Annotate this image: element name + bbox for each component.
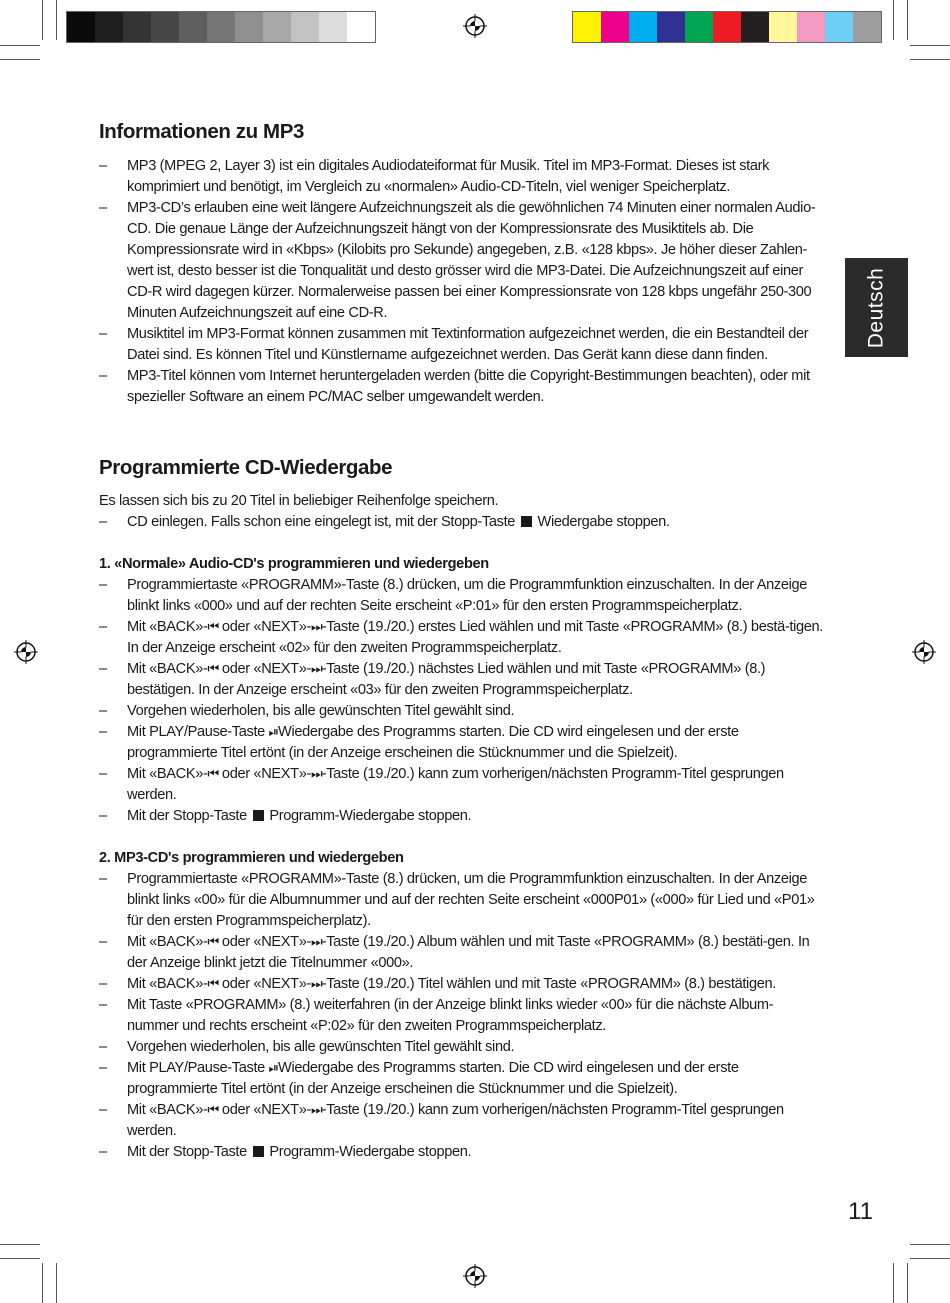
list-item: – MP3-Titel können vom Internet heruntergeladen werden (bitte die Copyright-Bestimmungen beachten), oder mit spezieller Software an einem PC/MAC selber umgewandelt werden. <box>99 366 824 408</box>
section-title-mp3-info: Informationen zu MP3 <box>99 120 304 143</box>
next-track-icon: ⏭ <box>311 1103 322 1118</box>
list-item: – Mit PLAY/Pause-Taste ⏯Wiedergabe des Programms starten. Die CD wird eingelesen und der erste programmierte Titel ertönt (in der Anzeige erscheinen die Stücknummer und die Spielzeit). <box>99 722 824 764</box>
language-tab <box>845 258 908 357</box>
next-track-icon: ⏭ <box>311 620 322 635</box>
previous-track-icon: ⏮ <box>207 1103 219 1118</box>
stop-icon <box>521 516 532 527</box>
color-swatch <box>179 12 207 42</box>
list-item: – Mit PLAY/Pause-Taste ⏯Wiedergabe des Programms starten. Die CD wird eingelesen und der erste programmierte Titel ertönt (in der Anzeige erscheinen die Stücknummer und die Spielzeit). <box>99 1058 824 1100</box>
audio-cd-steps <box>99 575 824 827</box>
stop-icon <box>253 810 264 821</box>
list-item: – Mit der Stopp-Taste Programm-Wiedergabe stoppen. <box>99 1142 824 1163</box>
color-swatch <box>123 12 151 42</box>
list-item: – Vorgehen wiederholen, bis alle gewünschten Titel gewählt sind. <box>99 1037 824 1058</box>
list-item: – MP3-CD’s erlauben eine weit längere Aufzeichnungszeit als die gewöhnlichen 74 Minuten einer normalen Audio-CD. Die genaue Länge der Aufzeichnungszeit hängt von der Kompressionsrate des Musiktitels ab. Die Kompressionsrate wird in «Kbps» (Kilobits pro Sekunde) angegeben, z.B. «128 kbps». Je höher dieser Zahlen-wert ist, desto besser ist die Tonqualität und desto grösser wird die MP3-Datei. Die Aufzeichnungszeit auf einer CD-R wird dagegen kürzer. Normalerweise passen bei einer Kompressionsrate von 128 kbps ungefähr 250-300 Minuten Aufzeichnungszeit auf eine CD-R. <box>99 198 824 324</box>
next-track-icon: ⏭ <box>311 935 322 950</box>
next-track-icon: ⏭ <box>311 662 322 677</box>
color-swatch <box>769 12 797 42</box>
color-swatch <box>151 12 179 42</box>
gray-color-bar <box>66 11 376 43</box>
color-swatch <box>263 12 291 42</box>
color-swatch <box>685 12 713 42</box>
list-item: – Vorgehen wiederholen, bis alle gewünschten Titel gewählt sind. <box>99 701 824 722</box>
list-item: – CD einlegen. Falls schon eine eingelegt ist, mit der Stopp-Taste Wiedergabe stoppen. <box>99 512 824 533</box>
subsection-title-audio-cd: 1. «Normale» Audio-CD's programmieren und wiedergeben <box>99 556 489 572</box>
list-item: – Mit «BACK»-⏮ oder «NEXT»-⏭-Taste (19./20.) nächstes Lied wählen und mit Taste «PROGRAMM» (8.) bestätigen. In der Anzeige erscheint «03» für den zweiten Programmspeicherplatz. <box>99 659 824 701</box>
registration-mark-icon <box>14 640 38 664</box>
color-swatch <box>713 12 741 42</box>
color-swatch <box>797 12 825 42</box>
play-pause-icon: ⏯ <box>268 1061 279 1076</box>
color-swatch <box>347 12 375 42</box>
color-swatch <box>657 12 685 42</box>
registration-mark-icon <box>463 1264 487 1288</box>
language-tab-label: Deutsch <box>864 267 888 348</box>
page-number: 11 <box>848 1198 873 1225</box>
page-content <box>99 118 824 1163</box>
color-swatch <box>853 12 881 42</box>
cd-insert-list <box>99 512 824 533</box>
color-swatch <box>235 12 263 42</box>
mp3-info-list <box>99 156 824 408</box>
color-swatch <box>319 12 347 42</box>
color-swatch <box>601 12 629 42</box>
list-item: – Mit «BACK»-⏮ oder «NEXT»-⏭-Taste (19./20.) kann zum vorherigen/nächsten Programm-Titel gesprungen werden. <box>99 1100 824 1142</box>
next-track-icon: ⏭ <box>311 977 322 992</box>
play-pause-icon: ⏯ <box>268 725 279 740</box>
previous-track-icon: ⏮ <box>207 977 219 992</box>
color-swatch <box>573 12 601 42</box>
color-swatch <box>825 12 853 42</box>
color-swatch <box>291 12 319 42</box>
registration-mark-icon <box>912 640 936 664</box>
previous-track-icon: ⏮ <box>207 620 219 635</box>
color-swatch <box>741 12 769 42</box>
intro-text: Es lassen sich bis zu 20 Titel in beliebiger Reihenfolge speichern. <box>99 493 499 509</box>
color-swatch <box>67 12 95 42</box>
list-item: – Mit «BACK»-⏮ oder «NEXT»-⏭-Taste (19./20.) erstes Lied wählen und mit Taste «PROGRAMM» (8.) bestä-tigen. In der Anzeige erscheint «02» für den zweiten Programmspeicherplatz. <box>99 617 824 659</box>
list-item: – Mit Taste «PROGRAMM» (8.) weiterfahren (in der Anzeige blinkt links wieder «00» für die nächste Album-nummer und rechts erscheint «P:02» für den zweiten Programmspeicherplatz. <box>99 995 824 1037</box>
previous-track-icon: ⏮ <box>207 767 219 782</box>
subsection-title-mp3-cd: 2. MP3-CD's programmieren und wiedergeben <box>99 850 404 866</box>
registration-mark-icon <box>463 14 487 38</box>
previous-track-icon: ⏮ <box>207 662 219 677</box>
stop-icon <box>253 1146 264 1157</box>
previous-track-icon: ⏮ <box>207 935 219 950</box>
mp3-cd-steps <box>99 869 824 1163</box>
list-item: – Programmiertaste «PROGRAMM»-Taste (8.) drücken, um die Programmfunktion einzuschalten. In der Anzeige blinkt links «00» für die Albumnummer und auf der rechten Seite erscheint «000P01» («000» für Lied und «P01» für den ersten Programmspeicherplatz). <box>99 869 824 932</box>
list-item: – Programmiertaste «PROGRAMM»-Taste (8.) drücken, um die Programmfunktion einzuschalten. In der Anzeige blinkt links «000» und auf der rechten Seite erscheint «P:01» für den ersten Programmspeicherplatz. <box>99 575 824 617</box>
list-item: – Mit der Stopp-Taste Programm-Wiedergabe stoppen. <box>99 806 824 827</box>
list-item: – MP3 (MPEG 2, Layer 3) ist ein digitales Audiodateiformat für Musik. Titel im MP3-Format. Dieses ist stark komprimiert und benötigt, im Vergleich zu «normalen» Audio-CD-Titeln, viel weniger Speicherplatz. <box>99 156 824 198</box>
color-swatch <box>207 12 235 42</box>
process-color-bar <box>572 11 882 43</box>
list-item: – Musiktitel im MP3-Format können zusammen mit Textinformation aufgezeichnet werden, die ein Bestandteil der Datei sind. Es können Titel und Künstlername aufgezeichnet werden. Das Gerät kann diese dann finden. <box>99 324 824 366</box>
next-track-icon: ⏭ <box>311 767 322 782</box>
color-swatch <box>629 12 657 42</box>
color-swatch <box>95 12 123 42</box>
list-item: – Mit «BACK»-⏮ oder «NEXT»-⏭-Taste (19./20.) Titel wählen und mit Taste «PROGRAMM» (8.) bestätigen. <box>99 974 824 995</box>
list-item: – Mit «BACK»-⏮ oder «NEXT»-⏭-Taste (19./20.) kann zum vorherigen/nächsten Programm-Titel gesprungen werden. <box>99 764 824 806</box>
list-item: – Mit «BACK»-⏮ oder «NEXT»-⏭-Taste (19./20.) Album wählen und mit Taste «PROGRAMM» (8.) bestäti-gen. In der Anzeige blinkt jetzt die Titelnummer «000». <box>99 932 824 974</box>
section-title-programmed-playback: Programmierte CD-Wiedergabe <box>99 456 393 479</box>
